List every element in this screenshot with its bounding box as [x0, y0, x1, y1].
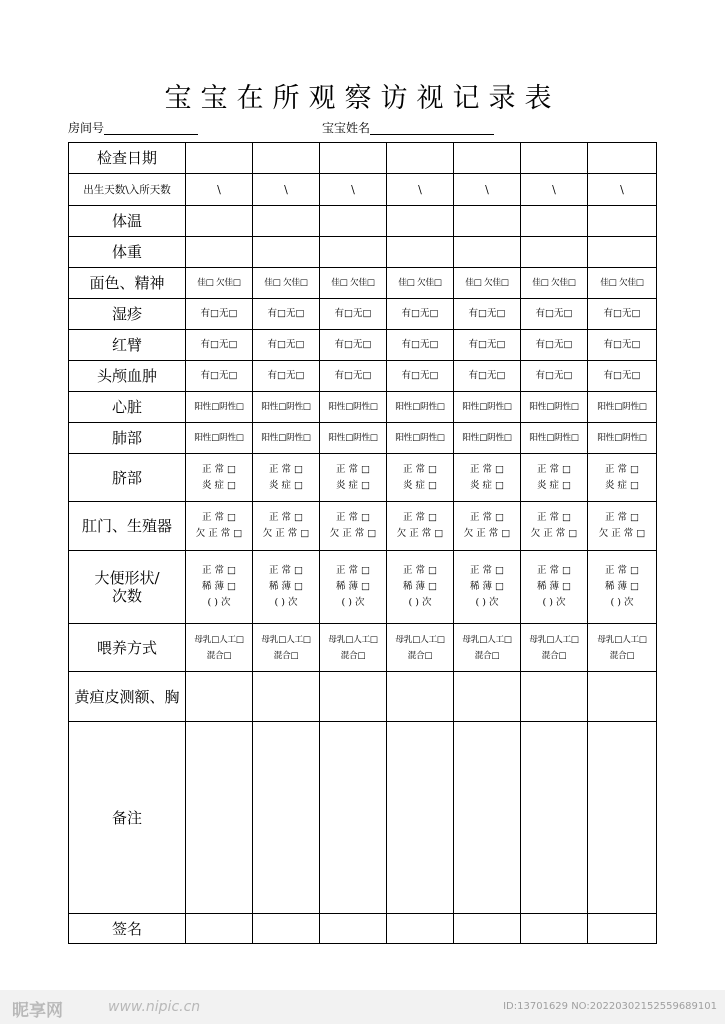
entry-cell[interactable]: [521, 206, 588, 237]
entry-cell[interactable]: [320, 392, 387, 423]
row-label: 黄疸皮测额、胸: [69, 672, 186, 722]
entry-option: 欠 正 常 □: [598, 528, 646, 539]
entry-cell[interactable]: [588, 423, 657, 454]
entry-cell[interactable]: [454, 672, 521, 722]
entry-option: 正 常 □: [402, 512, 437, 523]
entry-option: 有□无□: [535, 339, 573, 350]
table-row: [69, 502, 657, 551]
entry-option: 阳性□阴性□: [529, 433, 579, 443]
entry-cell[interactable]: [521, 502, 588, 551]
baby-name-label: 宝宝姓名: [322, 121, 371, 135]
entry-option: 混合□: [340, 650, 366, 661]
row-label: 脐部: [69, 454, 186, 502]
entry-option: 阳性□阴性□: [194, 402, 244, 412]
entry-option: 混合□: [541, 650, 567, 661]
entry-cell[interactable]: [454, 624, 521, 672]
entry-option: 正 常 □: [604, 565, 639, 576]
entry-cell[interactable]: [186, 551, 253, 624]
entry-cell[interactable]: [253, 330, 320, 361]
row-label: 喂养方式: [69, 624, 186, 672]
entry-cell[interactable]: [253, 174, 320, 206]
entry-option: 有□无□: [334, 339, 372, 350]
entry-cell[interactable]: [521, 174, 588, 206]
entry-cell[interactable]: [521, 672, 588, 722]
entry-cell[interactable]: [387, 268, 454, 299]
entry-option: 有□无□: [200, 370, 238, 381]
entry-cell[interactable]: [186, 330, 253, 361]
entry-cell[interactable]: [320, 722, 387, 914]
entry-option: 佳□ 欠佳□: [398, 278, 442, 288]
entry-option: 有□无□: [401, 339, 439, 350]
entry-option: 有□无□: [334, 308, 372, 319]
entry-option: 混合□: [474, 650, 500, 661]
entry-option: 正 常 □: [268, 512, 303, 523]
entry-option: 正 常 □: [402, 463, 437, 475]
entry-cell[interactable]: [387, 423, 454, 454]
entry-cell[interactable]: [320, 330, 387, 361]
entry-cell[interactable]: [521, 268, 588, 299]
entry-cell[interactable]: [186, 722, 253, 914]
entry-option: 母乳□人工□: [328, 634, 378, 645]
watermark-id: ID:13701629 NO:20220302152559689101: [503, 1001, 717, 1012]
entry-option: 阳性□阴性□: [395, 433, 445, 443]
entry-cell[interactable]: [320, 672, 387, 722]
entry-option: 母乳□人工□: [597, 634, 647, 645]
entry-option: 炎 症 □: [335, 479, 370, 491]
entry-cell[interactable]: [253, 672, 320, 722]
entry-option: 佳□ 欠佳□: [532, 278, 576, 288]
watermark-logo: 昵享网: [12, 1001, 63, 1021]
entry-option: 正 常 □: [469, 512, 504, 523]
entry-option: 炎 症 □: [201, 479, 236, 491]
entry-option: 正 常 □: [536, 463, 571, 475]
entry-option: 有□无□: [603, 308, 641, 319]
entry-option: 阳性□阴性□: [529, 402, 579, 412]
entry-option: ( ) 次: [610, 597, 634, 608]
entry-cell[interactable]: [320, 624, 387, 672]
entry-option: 阳性□阴性□: [597, 433, 647, 443]
entry-option: 有□无□: [468, 308, 506, 319]
entry-cell[interactable]: [454, 454, 521, 502]
entry-option: \: [418, 182, 422, 196]
entry-option: 阳性□阴性□: [328, 433, 378, 443]
row-label: 签名: [69, 914, 186, 944]
entry-cell[interactable]: [186, 423, 253, 454]
entry-cell[interactable]: [588, 330, 657, 361]
table-row: [69, 423, 657, 454]
table-row: [69, 237, 657, 268]
entry-option: 稀 薄 □: [201, 581, 236, 592]
entry-option: 炎 症 □: [536, 479, 571, 491]
entry-option: 正 常 □: [536, 565, 571, 576]
entry-option: 有□无□: [535, 370, 573, 381]
entry-cell[interactable]: [454, 722, 521, 914]
row-label: 头颅血肿: [69, 361, 186, 392]
entry-cell[interactable]: [387, 672, 454, 722]
table-row: [69, 672, 657, 722]
entry-option: 佳□ 欠佳□: [197, 278, 241, 288]
entry-option: 阳性□阴性□: [194, 433, 244, 443]
entry-option: 有□无□: [267, 339, 305, 350]
entry-cell[interactable]: [253, 268, 320, 299]
entry-option: 正 常 □: [201, 463, 236, 475]
entry-option: 正 常 □: [201, 565, 236, 576]
entry-cell[interactable]: [521, 914, 588, 944]
entry-cell[interactable]: [186, 143, 253, 174]
entry-option: 佳□ 欠佳□: [331, 278, 375, 288]
entry-option: 有□无□: [267, 308, 305, 319]
entry-cell[interactable]: [521, 551, 588, 624]
entry-cell[interactable]: [588, 624, 657, 672]
entry-option: 正 常 □: [335, 463, 370, 475]
entry-option: 阳性□阴性□: [261, 433, 311, 443]
entry-option: 炎 症 □: [604, 479, 639, 491]
entry-option: 正 常 □: [536, 512, 571, 523]
entry-cell[interactable]: [387, 454, 454, 502]
entry-option: 有□无□: [200, 308, 238, 319]
row-label-line: 次数: [111, 587, 142, 605]
entry-cell[interactable]: [588, 672, 657, 722]
entry-cell[interactable]: [186, 502, 253, 551]
row-label: [69, 551, 186, 624]
entry-option: 母乳□人工□: [194, 634, 244, 645]
entry-option: 母乳□人工□: [261, 634, 311, 645]
entry-cell[interactable]: [320, 299, 387, 330]
entry-option: 混合□: [273, 650, 299, 661]
entry-option: 正 常 □: [268, 565, 303, 576]
entry-cell[interactable]: [320, 174, 387, 206]
entry-cell[interactable]: [253, 722, 320, 914]
entry-cell[interactable]: [186, 392, 253, 423]
table-row: [69, 722, 657, 914]
entry-cell[interactable]: [320, 237, 387, 268]
entry-option: 稀 薄 □: [335, 581, 370, 592]
baby-name-line[interactable]: [370, 122, 494, 135]
entry-cell[interactable]: [186, 672, 253, 722]
entry-cell[interactable]: [320, 454, 387, 502]
entry-cell[interactable]: [588, 392, 657, 423]
entry-cell[interactable]: [521, 624, 588, 672]
entry-cell[interactable]: [588, 174, 657, 206]
entry-cell[interactable]: [253, 624, 320, 672]
entry-cell[interactable]: [186, 206, 253, 237]
entry-cell[interactable]: [588, 237, 657, 268]
row-label-line: 大便形状/: [94, 569, 160, 587]
row-label: 心脏: [69, 392, 186, 423]
entry-cell[interactable]: [320, 143, 387, 174]
entry-option: ( ) 次: [207, 597, 231, 608]
table-row: [69, 624, 657, 672]
entry-option: 正 常 □: [402, 565, 437, 576]
entry-cell[interactable]: [320, 268, 387, 299]
entry-option: 正 常 □: [335, 565, 370, 576]
entry-option: ( ) 次: [341, 597, 365, 608]
entry-cell[interactable]: [387, 330, 454, 361]
room-number-label: 房间号: [68, 121, 105, 135]
row-label: 体温: [69, 206, 186, 237]
entry-option: 正 常 □: [604, 463, 639, 475]
entry-option: 正 常 □: [604, 512, 639, 523]
entry-cell[interactable]: [521, 299, 588, 330]
entry-cell[interactable]: [253, 502, 320, 551]
entry-cell[interactable]: [521, 237, 588, 268]
row-label: 红臂: [69, 330, 186, 361]
entry-option: 正 常 □: [268, 463, 303, 475]
watermark-site: www.nipic.cn: [108, 999, 201, 1015]
entry-cell[interactable]: [253, 206, 320, 237]
entry-option: ( ) 次: [274, 597, 298, 608]
entry-cell[interactable]: [521, 454, 588, 502]
entry-option: 阳性□阴性□: [261, 402, 311, 412]
visit-record-table: [68, 142, 657, 944]
entry-cell[interactable]: [387, 722, 454, 914]
entry-option: 正 常 □: [335, 512, 370, 523]
table-row: [69, 299, 657, 330]
watermark-bar: [0, 990, 725, 1024]
entry-option: 有□无□: [535, 308, 573, 319]
table-row: [69, 143, 657, 174]
entry-option: ( ) 次: [475, 597, 499, 608]
table-row: [69, 914, 657, 944]
entry-option: 阳性□阴性□: [462, 402, 512, 412]
entry-cell[interactable]: [320, 502, 387, 551]
entry-cell[interactable]: [253, 392, 320, 423]
entry-cell[interactable]: [588, 454, 657, 502]
room-number-field: [68, 121, 198, 135]
row-label: 备注: [69, 722, 186, 914]
entry-cell[interactable]: [454, 330, 521, 361]
table-row: [69, 551, 657, 624]
entry-cell[interactable]: [186, 914, 253, 944]
entry-option: 阳性□阴性□: [328, 402, 378, 412]
entry-cell[interactable]: [588, 502, 657, 551]
entry-cell[interactable]: [454, 914, 521, 944]
entry-cell[interactable]: [454, 361, 521, 392]
entry-option: 稀 薄 □: [469, 581, 504, 592]
entry-option: \: [485, 182, 489, 196]
row-label: 体重: [69, 237, 186, 268]
entry-option: 炎 症 □: [469, 479, 504, 491]
entry-option: 正 常 □: [469, 463, 504, 475]
entry-option: 有□无□: [603, 339, 641, 350]
entry-option: 稀 薄 □: [604, 581, 639, 592]
entry-cell[interactable]: [387, 551, 454, 624]
table-row: [69, 330, 657, 361]
entry-cell[interactable]: [454, 206, 521, 237]
entry-cell[interactable]: [454, 551, 521, 624]
entry-cell[interactable]: [320, 914, 387, 944]
entry-cell[interactable]: [387, 914, 454, 944]
entry-option: 稀 薄 □: [402, 581, 437, 592]
entry-option: 欠 正 常 □: [329, 528, 377, 539]
entry-option: 阳性□阴性□: [462, 433, 512, 443]
entry-option: 有□无□: [468, 339, 506, 350]
entry-option: 正 常 □: [201, 512, 236, 523]
entry-option: 母乳□人工□: [529, 634, 579, 645]
entry-cell[interactable]: [588, 361, 657, 392]
table-row: [69, 454, 657, 502]
entry-cell[interactable]: [454, 143, 521, 174]
entry-cell[interactable]: [454, 237, 521, 268]
entry-option: 混合□: [407, 650, 433, 661]
entry-option: \: [217, 182, 221, 196]
entry-cell[interactable]: [588, 268, 657, 299]
entry-cell[interactable]: [253, 914, 320, 944]
entry-cell[interactable]: [454, 174, 521, 206]
entry-option: 有□无□: [401, 370, 439, 381]
entry-cell[interactable]: [588, 722, 657, 914]
entry-option: 母乳□人工□: [462, 634, 512, 645]
entry-cell[interactable]: [454, 392, 521, 423]
entry-option: 阳性□阴性□: [597, 402, 647, 412]
entry-option: 欠 正 常 □: [195, 528, 243, 539]
entry-option: 佳□ 欠佳□: [600, 278, 644, 288]
entry-cell[interactable]: [387, 392, 454, 423]
row-label: 面色、精神: [69, 268, 186, 299]
entry-option: \: [552, 182, 556, 196]
entry-cell[interactable]: [387, 206, 454, 237]
form-title: 宝宝在所观察访视记录表: [164, 83, 561, 114]
entry-cell[interactable]: [253, 143, 320, 174]
entry-cell[interactable]: [387, 143, 454, 174]
table-row: [69, 361, 657, 392]
entry-cell[interactable]: [454, 268, 521, 299]
entry-cell[interactable]: [253, 299, 320, 330]
row-label: 检查日期: [69, 143, 186, 174]
row-label: 湿疹: [69, 299, 186, 330]
entry-option: 有□无□: [334, 370, 372, 381]
entry-option: 炎 症 □: [268, 479, 303, 491]
entry-cell[interactable]: [521, 722, 588, 914]
entry-cell[interactable]: [253, 454, 320, 502]
entry-cell[interactable]: [521, 330, 588, 361]
entry-option: 有□无□: [267, 370, 305, 381]
entry-cell[interactable]: [454, 423, 521, 454]
entry-cell[interactable]: [588, 206, 657, 237]
row-label: 肛门、生殖器: [69, 502, 186, 551]
entry-cell[interactable]: [253, 423, 320, 454]
entry-option: 有□无□: [401, 308, 439, 319]
entry-option: 稀 薄 □: [536, 581, 571, 592]
entry-option: 母乳□人工□: [395, 634, 445, 645]
entry-cell[interactable]: [186, 454, 253, 502]
entry-cell[interactable]: [186, 237, 253, 268]
entry-option: 有□无□: [603, 370, 641, 381]
entry-option: 欠 正 常 □: [262, 528, 310, 539]
row-label: 出生天数\入所天数: [69, 174, 186, 206]
entry-cell[interactable]: [320, 551, 387, 624]
entry-cell[interactable]: [521, 143, 588, 174]
entry-cell[interactable]: [253, 237, 320, 268]
entry-option: 阳性□阴性□: [395, 402, 445, 412]
entry-option: 欠 正 常 □: [463, 528, 511, 539]
entry-option: 炎 症 □: [402, 479, 437, 491]
entry-option: \: [351, 182, 355, 196]
entry-cell[interactable]: [387, 361, 454, 392]
entry-cell[interactable]: [186, 361, 253, 392]
entry-option: \: [284, 182, 288, 196]
entry-option: 欠 正 常 □: [530, 528, 578, 539]
entry-option: 稀 薄 □: [268, 581, 303, 592]
entry-option: 混合□: [206, 650, 232, 661]
entry-cell[interactable]: [320, 423, 387, 454]
room-number-line[interactable]: [104, 122, 198, 135]
entry-option: ( ) 次: [408, 597, 432, 608]
entry-cell[interactable]: [387, 502, 454, 551]
entry-option: 正 常 □: [469, 565, 504, 576]
entry-cell[interactable]: [186, 299, 253, 330]
table-row: [69, 392, 657, 423]
entry-cell[interactable]: [253, 551, 320, 624]
table-row: [69, 268, 657, 299]
entry-cell[interactable]: [253, 361, 320, 392]
entry-option: 有□无□: [468, 370, 506, 381]
row-label: 肺部: [69, 423, 186, 454]
entry-cell[interactable]: [186, 268, 253, 299]
table-row: [69, 174, 657, 206]
entry-cell[interactable]: [320, 206, 387, 237]
entry-cell[interactable]: [320, 361, 387, 392]
entry-cell[interactable]: [387, 174, 454, 206]
entry-cell[interactable]: [588, 914, 657, 944]
entry-cell[interactable]: [454, 502, 521, 551]
entry-cell[interactable]: [387, 299, 454, 330]
table-row: [69, 206, 657, 237]
entry-cell[interactable]: [186, 624, 253, 672]
entry-option: 欠 正 常 □: [396, 528, 444, 539]
entry-cell[interactable]: [521, 361, 588, 392]
entry-cell[interactable]: [521, 392, 588, 423]
entry-option: 佳□ 欠佳□: [264, 278, 308, 288]
entry-option: 佳□ 欠佳□: [465, 278, 509, 288]
entry-cell[interactable]: [588, 299, 657, 330]
entry-cell[interactable]: [521, 423, 588, 454]
entry-cell[interactable]: [454, 299, 521, 330]
entry-cell[interactable]: [588, 143, 657, 174]
entry-option: \: [620, 182, 624, 196]
entry-option: 混合□: [609, 650, 635, 661]
entry-cell[interactable]: [588, 551, 657, 624]
entry-cell[interactable]: [186, 174, 253, 206]
entry-option: ( ) 次: [542, 597, 566, 608]
entry-option: 有□无□: [200, 339, 238, 350]
entry-cell[interactable]: [387, 237, 454, 268]
entry-cell[interactable]: [387, 624, 454, 672]
baby-name-field: [322, 121, 494, 135]
